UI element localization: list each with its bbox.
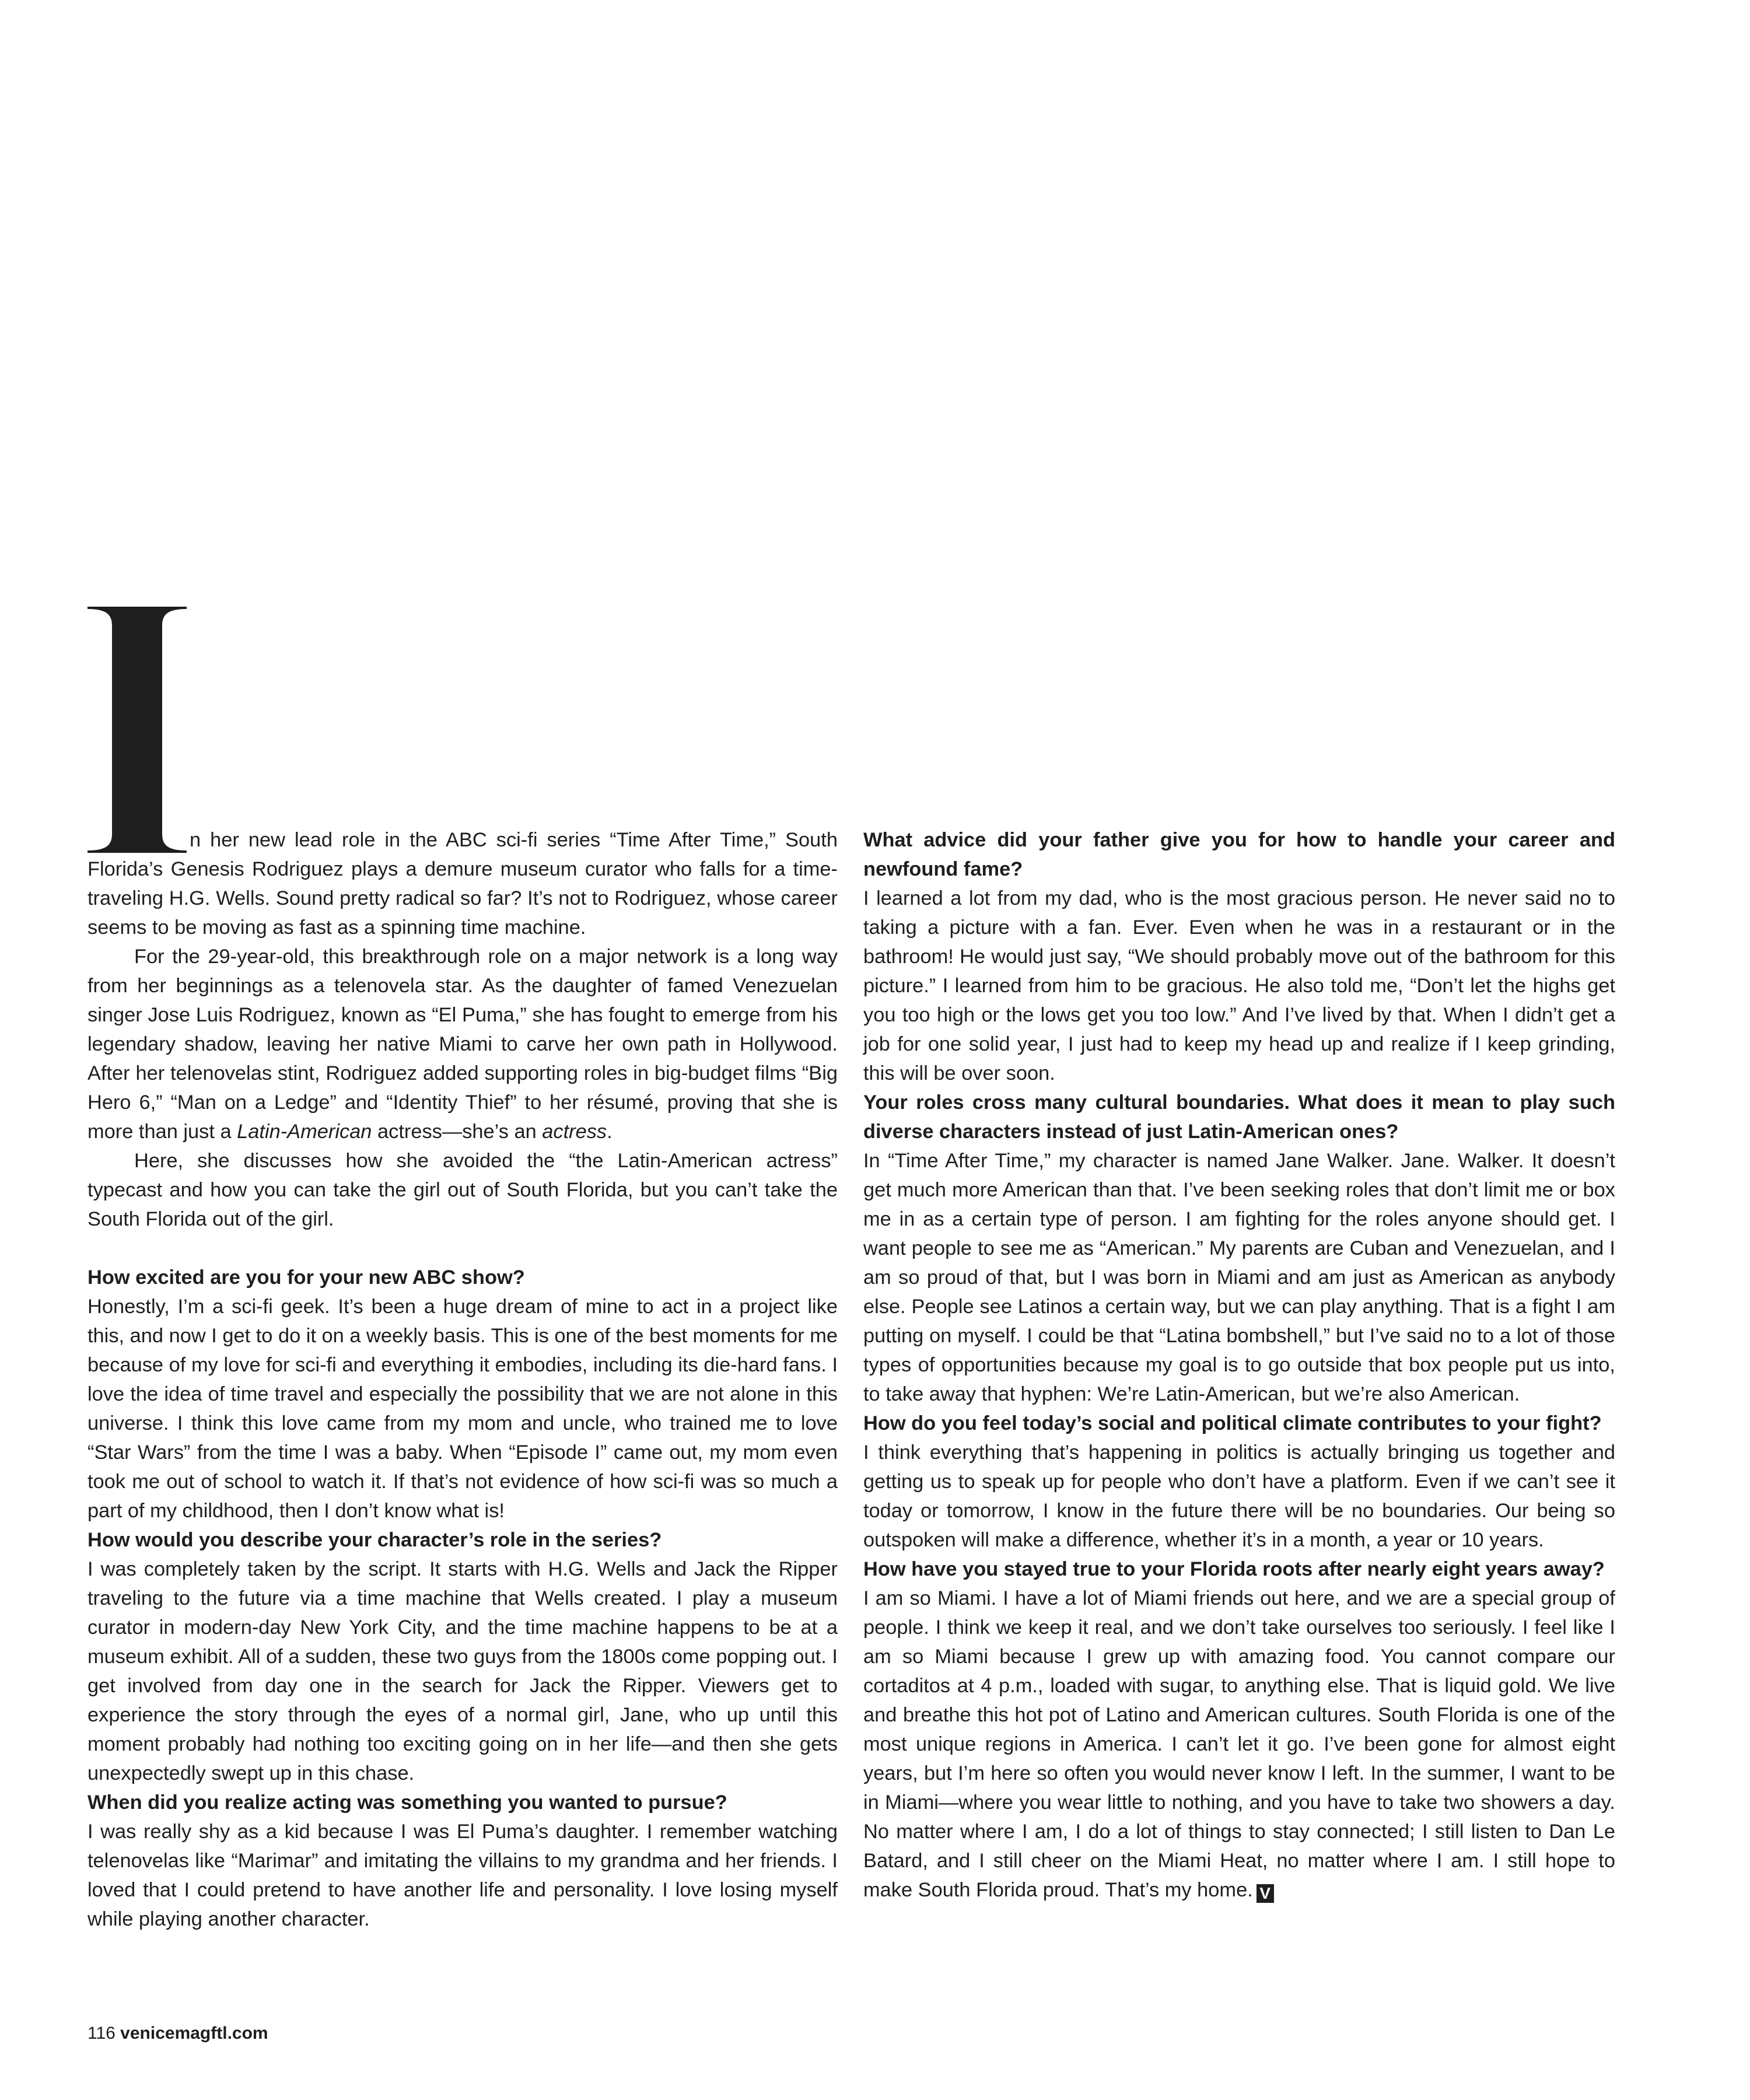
interview-answer: I was completely taken by the script. It starts with H.G. Wells and Jack the Ripper traveling to the future via a time machine that Wells created. I play a museum curator in modern-day New York City, and the time machine happens to be at a museum exhibit. All of a sudden, these two guys from the 1800s come popping out. I get involved from day one in the search for Jack the Ripper. Viewers get to experience the story through the eyes of a normal girl, Jane, who up until this moment probably had nothing too exciting going on in her life—and then she gets unexpectedly swept up in this chase. xyxy=(88,1558,838,1784)
interview-answer: In “Time After Time,” my character is named Jane Walker. Jane. Walker. It doesn’t get much more American than that. I’ve been seeking roles that don’t limit me or box me in as a certain type of person. I am fighting for the roles anyone should get. I want people to see me as “American.” My parents are Cuban and Venezuelan, and I am so proud of that, but I was born in Miami and am just as American as anybody else. People see Latinos a certain way, but we can play anything. That is a fight I am putting on myself. I could be that “Latina bombshell,” but I’ve said no to a lot of those types of opportunities because my goal is to go outside that box people put us into, to take away that hyphen: We’re Latin-American, but we’re also American. xyxy=(863,1150,1615,1405)
interview-answer: I was really shy as a kid because I was El Puma’s daughter. I remember watching telenovelas like “Marimar” and imitating the villains to my grandma and her friends. I loved that I could pretend to have another life and personality. I love losing myself while playing another character. xyxy=(88,1821,838,1930)
intro-paragraph-2 xyxy=(88,942,838,1146)
intro-paragraph-2-mid: actress—she’s an xyxy=(372,1121,542,1143)
end-of-article-mark: V xyxy=(1256,1884,1274,1903)
intro-paragraph-1 xyxy=(88,825,838,942)
interview-question: What advice did your father give you for how to handle your career and newfound fame? xyxy=(863,829,1615,880)
section-gap xyxy=(88,1234,838,1263)
intro-paragraph-2-text: For the 29-year-old, this breakthrough role on a major network is a long way from her beginnings as a telenovela star. As the daughter of famed Venezuelan singer Jose Luis Rodriguez, known as “El Puma,” she has fought to emerge from his legendary shadow, leaving her native Miami to carve her own path in Hollywood. After her telenovelas stint, Rodriguez added supporting roles in big-budget films “Big Hero 6,” “Man on a Ledge” and “Identity Thief” to her résumé, proving that she is more than just a xyxy=(88,946,838,1143)
interview-question: How excited are you for your new ABC show? xyxy=(88,1266,525,1289)
interview-answer: I learned a lot from my dad, who is the most gracious person. He never said no to taking a picture with a fan. Ever. Even when he was in a restaurant or in the bathroom! He would just say, “We should probably move out of the bathroom for this picture.” I learned from him to be gracious. He also told me, “Don’t let the highs get you too high or the lows get you too low.” And I’ve lived by that. When I didn’t get a job for one solid year, I just had to keep my head up and realize if I keep grinding, this will be over soon. xyxy=(863,887,1615,1084)
emphasis-latin-american: Latin-American xyxy=(237,1121,372,1143)
interview-question: When did you realize acting was something you wanted to pursue? xyxy=(88,1791,727,1814)
right-column xyxy=(863,825,1615,1905)
emphasis-actress: actress xyxy=(542,1121,607,1143)
interview-question: How would you describe your character’s role in the series? xyxy=(88,1529,662,1551)
interview-answer: Honestly, I’m a sci-fi geek. It’s been a huge dream of mine to act in a project like this, and now I get to do it on a weekly basis. This is one of the best moments for me because of my love for sci-fi and everything it embodies, including its die-hard fans. I love the idea of time travel and especially the possibility that we are not alone in this universe. I think this love came from my mom and uncle, who trained me to love “Star Wars” from the time I was a baby. When “Episode I” came out, my mom even took me out of school to watch it. If that’s not evidence of how sci-fi was so much a part of my childhood, then I don’t know what is! xyxy=(88,1296,838,1522)
left-column xyxy=(88,825,838,1934)
interview-answer: I think everything that’s happening in politics is actually bringing us together and getting us to speak up for people who don’t have a platform. Even if we can’t see it today or tomorrow, I know in the future there will be no boundaries. Our being so outspoken will make a difference, whether it’s in a month, a year or 10 years. xyxy=(863,1441,1615,1551)
interview-question: How do you feel today’s social and political climate contributes to your fight? xyxy=(863,1412,1602,1434)
intro-paragraph-1-text: n her new lead role in the ABC sci-fi series “Time After Time,” South Florida’s Genesis Rodriguez plays a demure museum curator who falls for a time-traveling H.G. Wells. Sound pretty radical so far? It’s not to Rodriguez, whose career seems to be moving as fast as a spinning time machine. xyxy=(88,829,838,939)
page-number: 116 xyxy=(88,2024,116,2043)
interview-answer-final xyxy=(863,1584,1615,1905)
interview-question: How have you stayed true to your Florida roots after nearly eight years away? xyxy=(863,1558,1605,1580)
interview-answer-text: I am so Miami. I have a lot of Miami friends out here, and we are a special group of people. I think we keep it real, and we don’t take ourselves too seriously. I feel like I am so Miami because I grew up with amazing food. You cannot compare our cortaditos at 4 p.m., loaded with sugar, to anything else. That is liquid gold. We live and breathe this hot pot of Latino and American cultures. South Florida is one of the most unique regions in America. I can’t let it go. I’ve been gone for almost eight years, but I’m here so often you would never know I left. In the summer, I want to be in Miami—where you wear little to nothing, and you have to take two showers a day. No matter where I am, I do a lot of things to stay connected; I still listen to Dan Le Batard, and I still cheer on the Miami Heat, no matter where I am. I still hope to make South Florida proud. That’s my home. xyxy=(863,1587,1615,1901)
website-url: venicemagftl.com xyxy=(120,2024,268,2043)
page-footer xyxy=(88,2022,268,2045)
intro-paragraph-2-end: . xyxy=(607,1121,612,1143)
drop-cap-letter-i xyxy=(88,607,187,853)
intro-paragraph-3: Here, she discusses how she avoided the “the Latin-American actress” typecast and how you can take the girl out of South Florida, but you can’t take the South Florida out of the girl. xyxy=(88,1150,838,1230)
interview-question: Your roles cross many cultural boundaries. What does it mean to play such diverse characters instead of just Latin-American ones? xyxy=(863,1091,1615,1143)
